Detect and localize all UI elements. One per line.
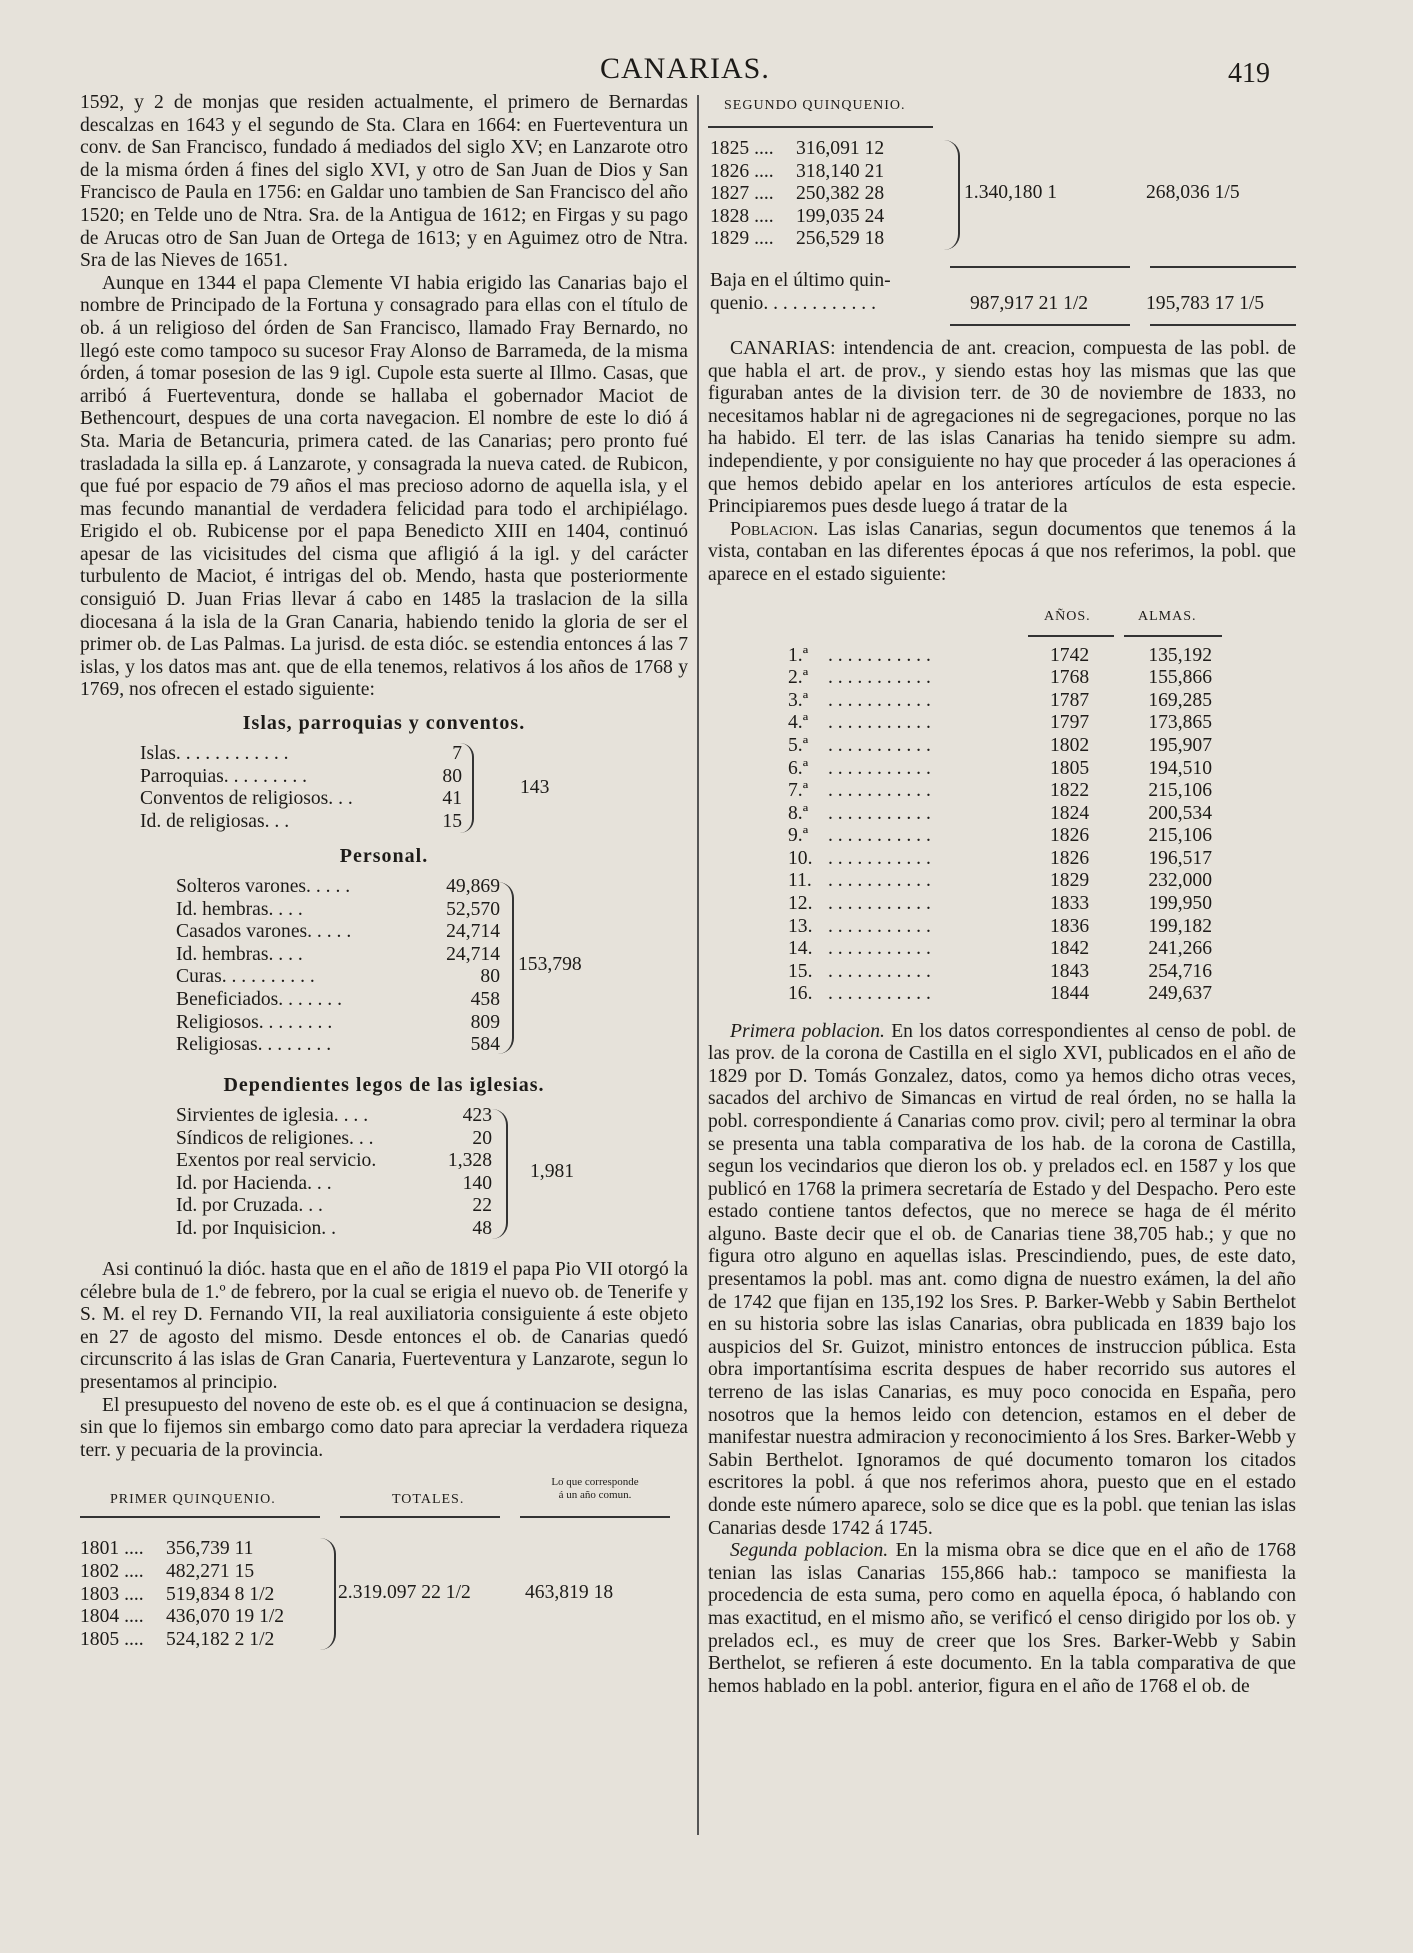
page-number: 419 (1228, 58, 1270, 89)
table-segundo-quinquenio (708, 92, 1296, 328)
table-row: 1804 .... 436,070 19 1/2 (80, 1606, 285, 1628)
column-header: ALMAS. (1138, 608, 1197, 624)
table-row: 5.ª . . . . . . . . . . . 1802 195,907 (788, 734, 1212, 756)
table-row: 1802 .... 482,271 15 (80, 1560, 255, 1582)
table-total: 153,798 (518, 954, 582, 976)
table-average: 463,819 18 (525, 1582, 614, 1604)
rule (80, 1516, 320, 1518)
table-dependientes (80, 1105, 688, 1245)
table-personal (80, 876, 688, 1060)
column-header: SEGUNDO QUINQUENIO. (724, 98, 906, 113)
page-title: CANARIAS. (600, 52, 770, 85)
table-row: 8.ª . . . . . . . . . . . 1824 200,534 (788, 802, 1212, 824)
right-column (708, 92, 1296, 1698)
table-total: 1.340,180 1 (964, 182, 1058, 203)
table-row: 16. . . . . . . . . . . . 1844 249,637 (788, 983, 1212, 1005)
table-row: Id. por Cruzada. . . 22 (176, 1195, 492, 1217)
rule (340, 1516, 500, 1518)
baja-row: Baja en el último quin- quenio. . . . . . . . . . . . 987,917 21 1/2 195,783 17 1/5 (710, 270, 1265, 314)
table-row: Beneficiados. . . . . . . 458 (176, 989, 500, 1010)
table-row: 3.ª . . . . . . . . . . . 1787 169,285 (788, 689, 1212, 711)
table-row: 11. . . . . . . . . . . . 1829 232,000 (788, 870, 1212, 892)
table-average: 268,036 1/5 (1146, 182, 1240, 203)
table-row: 10. . . . . . . . . . . . 1826 196,517 (788, 847, 1212, 869)
table-row: 1.ª . . . . . . . . . . . 1742 135,192 (788, 644, 1212, 666)
table-row: 1805 .... 524,182 2 1/2 (80, 1628, 275, 1650)
table-row: 9.ª . . . . . . . . . . . 1826 215,106 (788, 825, 1212, 847)
paragraph: Asi continuó la dióc. hasta que en el año de 1819 el papa Pio VII otorgó la célebre bula de 1.º de febrero, por la cual se erigia el nuevo ob. de Tenerife y S. M. el rey D. Fernando VII, la real auxiliatoria consiguiente á este objeto en 27 de agosto del mismo. Desde entonces el ob. de Canarias quedó circunscrito á las islas de Gran Canaria, Fuerteventura y Lanzarote, segun lo presentamos al principio. (80, 1259, 688, 1393)
table-row: 1829 .... 256,529 18 (710, 228, 885, 250)
left-column (80, 92, 688, 1658)
rule (708, 126, 933, 128)
table-row: Parroquias. . . . . . . . . 80 (140, 765, 462, 787)
brace (492, 1109, 508, 1239)
table-row: Id. hembras. . . . 24,714 (176, 943, 500, 965)
table-row: 1828 .... 199,035 24 (710, 205, 885, 227)
table-row: Casados varones. . . . . 24,714 (176, 921, 500, 943)
table-row: 1827 .... 250,382 28 (710, 183, 885, 205)
table-row: Solteros varones. . . . . 49,869 (176, 876, 500, 898)
table-poblacion (708, 601, 1296, 1021)
rule (950, 324, 1130, 326)
paragraph: Aunque en 1344 el papa Clemente VI habia erigido las Canarias bajo el nombre de Principado de la Fortuna y consagrado para ellas con el título de ob. á un religioso del órden de San Francisco, llamado Fray Bernardo, no llegó este como tampoco su sucesor Fray Alonso de Barrameda, de la misma órden, á tomar posesion de las 9 igl. Cupole esta suerte al Illmo. Casas, que arribó á Fuerteventura, donde se hallaba el gobernador Maciot de Bethencourt, despues de una corta navegacion. El nombre de este lo dió á Sta. Maria de Betancuria, primera cated. de las Canarias; pero pronto fué trasladada la silla ep. á Lanzarote, y consagrada la nueva cated. de Rubicon, que fué por espacio de 79 años el mas precioso adorno de aquella isla, y el mas fecundo manantial de verdadera felicidad para todo el archipiélago. Erigido el ob. Rubicense por el papa Benedicto XIII en 1404, continuó apesar de las vicisitudes del cisma que afligió á la igl. y del carácter turbulento de Maciot, é intrigas del ob. Mendo, hasta que posteriormente consiguió D. Juan Frias llevar á cabo en 1485 la traslacion de la silla diocesana á la isla de la Gran Canaria, habiendo tenido la gloria de ser el primer ob. de Las Palmas. La jurisd. de esta dióc. se estendia entonces á las 7 islas, y los datos mas ant. que de ella tenemos, relativos á los años de 1768 y 1769, nos ofrecen el estado siguiente: (80, 272, 688, 701)
rule (1150, 266, 1296, 268)
table-row: 1803 .... 519,834 8 1/2 (80, 1583, 275, 1605)
table-body (710, 138, 1296, 251)
column-header: PRIMER QUINQUENIO. (110, 1492, 276, 1508)
brace (944, 140, 960, 250)
table-row: 14. . . . . . . . . . . . 1842 241,266 (788, 938, 1212, 960)
table-total: 2.319.097 22 1/2 (338, 1582, 471, 1604)
table-row: Curas. . . . . . . . . . 80 (176, 966, 500, 988)
paragraph: Primera poblacion. En los datos correspondientes al censo de pobl. de las prov. de la corona de Castilla en el siglo XVI, publicados en el año de 1829 por D. Tomás Gonzalez, datos, como ya hemos dicho otras veces, sacados del archivo de Simancas en virtud de real órden, no se halla la pobl. correspondiente á Canarias como prov. civil; pero al terminar la obra se presenta una tabla comparativa de los hab. de la corona de Castilla, segun los vecindarios que dieron los ob. y prelados ecl. en 1587 y los que publicó en 1768 la primera secretaría de Estado y del Despacho. Pero este estado contiene tantos defectos, que no merece se haga de él mérito alguno. Baste decir que el ob. de Canarias tiene 38,705 hab.; y que no figura otro alguno en aquellas islas. Prescindiendo, pues, de este dato, presentamos la pobl. mas ant. como digna de nuestro exámen, la del año de 1742 que fijan en 135,192 los Sres. P. Barker-Webb y Sabin Berthelot en su historia sobre las islas Canarias, obra publicada en 1839 bajo los auspicios del Sr. Guizot, ministro entonces de instruccion pública. Esta obra importantísima escrita despues de haber recorrido sus autores el terreno de las islas Canarias, es muy poco conocida en España, pero nosotros que la hemos leido con detencion, estamos en el deber de manifestar nuestra admiracion y reconocimiento á los Sres. Barker-Webb y Sabin Berthelot. Ignoramos de qué documento tomaron los citados escritores la pobl. á que nos referimos ahora, puesto que en el estado donde este número aparece, solo se dice que es la pobl. que tenian las islas Canarias desde 1742 á 1745. (708, 1020, 1296, 1539)
table-row: 1825 .... 316,091 12 (710, 138, 885, 159)
column-header: á un año comun. (558, 1489, 632, 1502)
table-row: 1801 .... 356,739 11 (80, 1538, 254, 1560)
table-row: 12. . . . . . . . . . . . 1833 199,950 (788, 893, 1212, 915)
table-row: Sirvientes de iglesia. . . . 423 (176, 1105, 492, 1127)
table-row: Síndicos de religiones. . . 20 (176, 1127, 492, 1149)
brace (498, 882, 514, 1054)
paragraph: CANARIAS: intendencia de ant. creacion, compuesta de las pobl. de que habla el art. de prov., y siendo estas hoy las mismas que las que figuraban antes de la division terr. de 30 de noviembre de 1833, no necesitamos hablar ni de agregaciones ni de segregaciones, porque no las ha habido. El terr. de las islas Canarias ha tenido siempre su adm. independiente, y por consiguiente no hay que proceder á las operaciones á que hemos debido apelar en los anteriores artículos de esta especie. Principiaremos pues desde luego á tratar de la (708, 338, 1296, 518)
table-row: 15. . . . . . . . . . . . 1843 254,716 (788, 960, 1212, 982)
rule (1150, 324, 1296, 326)
table-row: 2.ª . . . . . . . . . . . 1768 155,866 (788, 667, 1212, 689)
table-row: Religiosas. . . . . . . . 584 (176, 1034, 500, 1056)
rule (1124, 635, 1222, 637)
table-row: 13. . . . . . . . . . . . 1836 199,182 (788, 915, 1212, 937)
rule (520, 1516, 670, 1518)
table-title: Islas, parroquias y conventos. (242, 712, 526, 735)
table-row: 4.ª . . . . . . . . . . . 1797 173,865 (788, 712, 1212, 734)
column-header: Lo que corresponde (551, 1476, 639, 1489)
brace (460, 743, 474, 833)
table-row: Id. de religiosas. . . 15 (140, 810, 462, 832)
paragraph: Segunda poblacion. En la misma obra se dice que en el año de 1768 tenian las islas Canarias 155,866 hab.: tampoco se manifiesta la procedencia de esta suma, pero como en aquella época, ó hablando con mas exactitud, en el mismo año, se verificó el censo dirigido por los ob. y prelados ecl., es muy de creer que los Sres. Barker-Webb y Sabin Berthelot, se refieren á este documento. En la tabla comparativa de que hemos hablado en la pobl. anterior, figura en el año de 1768 el ob. de (708, 1540, 1297, 1697)
table-total: 1,981 (530, 1161, 575, 1183)
table-body (80, 1538, 680, 1651)
column-divider (697, 95, 699, 1835)
table-total: 143 (520, 777, 550, 799)
paragraph: El presupuesto del noveno de este ob. es el que á continuacion se designa, sin que lo fijemos sin embargo como dato para apreciar la verdadera riqueza terr. y pecuaria de la provincia. (80, 1394, 688, 1461)
table-row: Id. por Inquisicion. . 48 (176, 1218, 492, 1239)
table-row: Religiosos. . . . . . . . 809 (176, 1011, 500, 1033)
brace (320, 1538, 336, 1650)
table-islands (80, 743, 688, 835)
column-header: TOTALES. (392, 1492, 465, 1508)
table-body (708, 645, 1294, 1007)
table-row: Conventos de religiosos. . . 41 (140, 788, 462, 810)
table-primer-quinquenio (80, 1476, 688, 1658)
rule (950, 266, 1130, 268)
table-row: 1826 .... 318,140 21 (710, 160, 885, 182)
rule (1028, 635, 1114, 637)
table-row: Islas. . . . . . . . . . . . 7 (140, 743, 462, 765)
paragraph: 1592, y 2 de monjas que residen actualmente, el primero de Bernardas descalzas en 1643 y el segundo de Sta. Clara en 1664: en Fuerteventura un conv. de San Francisco, fundado á mediados del siglo XV; en Lanzarote otro de la misma órden á fines del siglo XVI, y otro de San Juan de Dios y San Francisco de Paula en 1756: en Galdar uno tambien de San Francisco del año 1520; en Telde uno de Ntra. Sra. de la Antigua de 1612; en Firgas y su pago de Arucas otro de San Juan de Ortega de 1613; y en Aguimez otro de Ntra. Sra de las Nieves de 1651. (80, 92, 688, 272)
table-row: 7.ª . . . . . . . . . . . 1822 215,106 (788, 780, 1212, 802)
paragraph: Poblacion. Las islas Canarias, segun documentos que tenemos á la vista, contaban en las diferentes épocas á que nos referimos, la pobl. que aparece en el estado siguiente: (708, 518, 1296, 585)
table-title: Dependientes legos de las iglesias. (223, 1074, 545, 1097)
table-title: Personal. (339, 845, 429, 868)
table-row: Id. hembras. . . . 52,570 (176, 898, 500, 920)
table-row: Id. por Hacienda. . . 140 (176, 1172, 492, 1194)
table-row: 6.ª . . . . . . . . . . . 1805 194,510 (788, 757, 1212, 779)
column-header: AÑOS. (1044, 608, 1091, 624)
table-row: Exentos por real servicio. 1,328 (176, 1150, 492, 1172)
